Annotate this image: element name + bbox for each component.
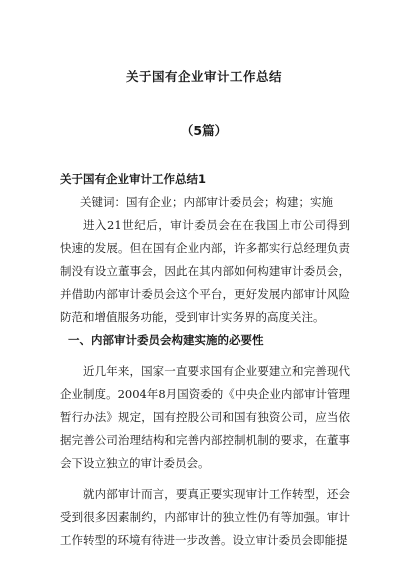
section-heading: 一、内部审计委员会构建实施的必要性 — [68, 333, 264, 347]
document-body — [60, 168, 350, 552]
section-title: 关于国有企业审计工作总结1 — [60, 172, 207, 186]
keywords-line: 关键词：国有企业；内部审计委员会；构建；实施 — [80, 195, 333, 209]
document-title: 关于国有企业审计工作总结 — [125, 69, 282, 84]
document-count: （5篇） — [180, 123, 228, 138]
paragraph: 就内部审计而言，要真正要实现审计工作转型，还会受到很多因素制约，内部审计的独立性仍有等加强。审计工作转型的环境有待进一步改善。设立审计委员会即能提 — [60, 487, 350, 547]
paragraph: 进入21世纪后，审计委员会在在我国上市公司得到快速的发展。但在国有企业内部，许多都实行总经理负责制没有设立董事会，因此在其内部如何构建审计委员会，并借助内部审计委员会这个平台，更好发展内部审计风险防范和增值服务功能，受到审计实务界的高度关注。 — [60, 218, 350, 324]
paragraph: 近几年来，国家一直要求国有企业要建立和完善现代企业制度。2004年8月国资委的《中央企业内部审计管理暂行办法》规定，国有控股公司和国有独资公司，应当依据完善公司治理结构和完善内部控制机制的要求，在董事会下设立独立的审计委员会。 — [60, 364, 350, 470]
